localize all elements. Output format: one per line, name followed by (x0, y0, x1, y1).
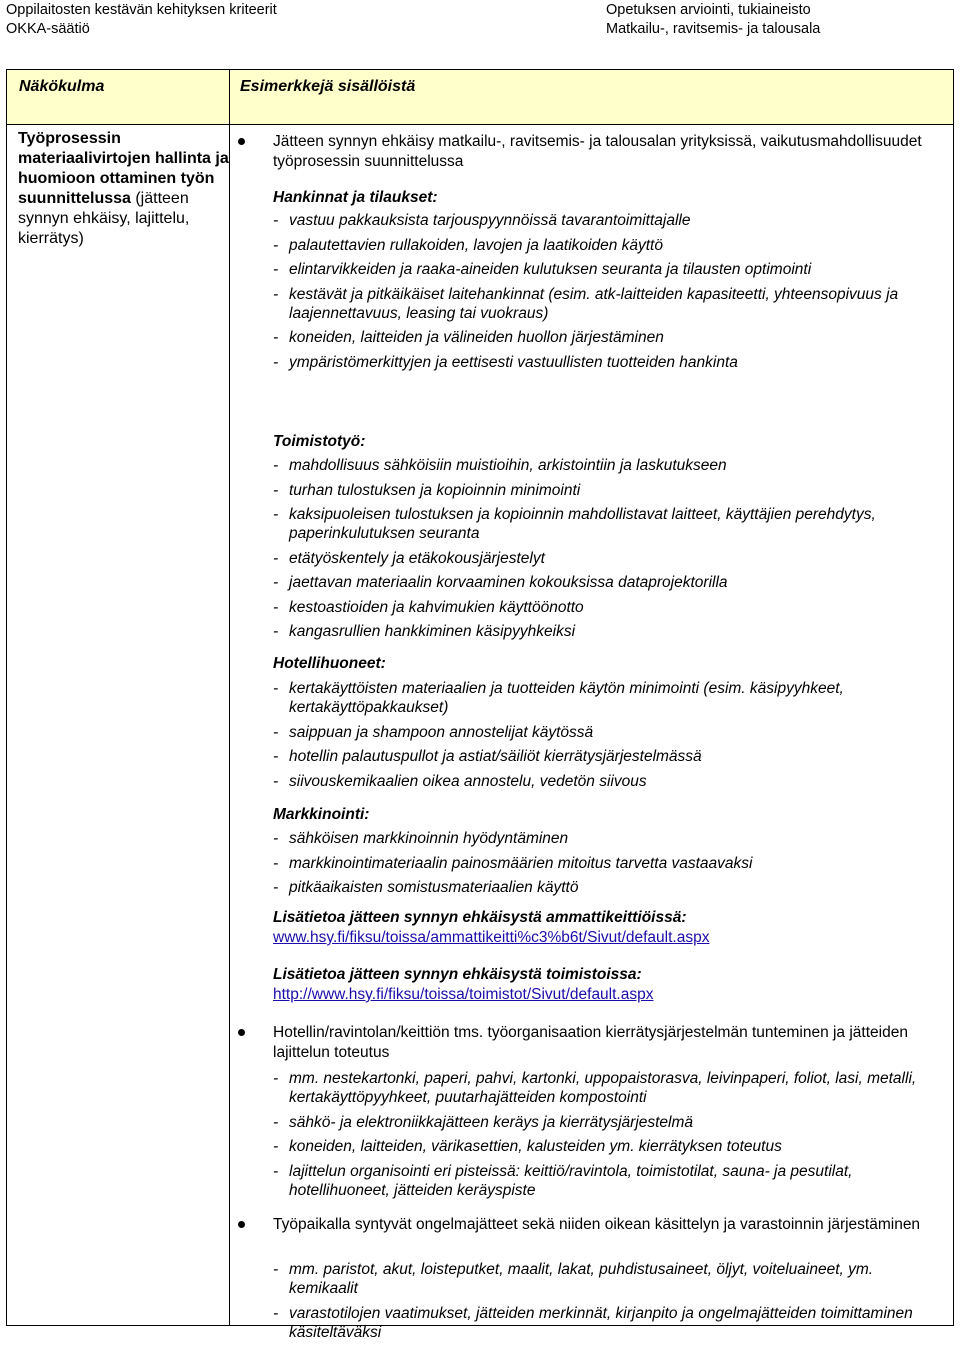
list-item: - koneiden, laitteiden ja välineiden huollon järjestäminen (273, 329, 664, 346)
list-item: - kaksipuoleisen tulostuksen ja kopioinnin mahdollistavat laitteet, käyttäjien perehdytys, paperinkulutuksen seuranta (273, 506, 876, 542)
section-title: Toimistotyö: (273, 433, 366, 450)
list-item: - elintarvikkeiden ja raaka-aineiden kulutuksen seuranta ja tilausten optimointi (273, 261, 812, 278)
section-title: Markkinointi: (273, 806, 370, 823)
list-item: - koneiden, laitteiden, värikasettien, kalusteiden ym. kierrätyksen toteutus (273, 1138, 782, 1155)
section-title: Hotellihuoneet: (273, 655, 386, 672)
section-procurement (273, 188, 935, 208)
page-header-left (6, 1, 277, 39)
column-header-examples: Esimerkkejä sisällöistä (230, 70, 954, 125)
list-item: - kertakäyttöisten materiaalien ja tuotteiden käytön minimointi (esim. käsipyyhkeet, kertakäyttöpakkaukset) (273, 680, 844, 716)
list-item: - lajittelun organisointi eri pisteissä: keittiö/ravintola, toimistotilat, sauna- ja pesutilat, hotellihuoneet, jätteiden keräyspiste (273, 1162, 853, 1199)
page-header-right (606, 1, 820, 39)
perspective-title: Työprosessin materiaalivirtojen hallinta ja huomioon ottaminen työn suunnittelussa (18, 130, 229, 207)
perspective-cell (7, 125, 230, 1326)
more-info-title: Lisätietoa jätteen synnyn ehkäisystä toimistoissa: (273, 966, 642, 983)
list-item: - mm. paristot, akut, loisteputket, maalit, lakat, puhdistusaineet, öljyt, voiteluaineet, ym. kemikaalit (273, 1261, 874, 1297)
more-info-offices (273, 965, 935, 1005)
more-info-link-kitchens[interactable]: www.hsy.fi/fiksu/toissa/ammattikeitti%c3%b6t/Sivut/default.aspx (273, 929, 710, 946)
more-info-title: Lisätietoa jätteen synnyn ehkäisystä ammattikeittiöissä: (273, 909, 687, 926)
recycling-list (273, 1069, 935, 1205)
list-item: - varastotilojen vaatimukset, jätteiden merkinnät, kirjanpito ja ongelmajätteiden toimittaminen käsiteltäväksi (273, 1304, 913, 1341)
criteria-table (6, 69, 954, 1341)
marketing-list (273, 829, 935, 903)
list-item: - pitkäaikaisten somistusmateriaalien käyttö (273, 879, 579, 896)
list-item: - mahdollisuus sähköisiin muistioihin, arkistointiin ja laskutukseen (273, 457, 727, 474)
list-item: - turhan tulostuksen ja kopioinnin minimointi (273, 481, 581, 499)
bullet-item-hazardous-waste (273, 1215, 935, 1235)
section-hotel-rooms (273, 654, 935, 674)
examples-cell (230, 125, 954, 1341)
bullet-item-waste-prevention (273, 132, 935, 172)
bullet-text: Hotellin/ravintolan/keittiön tms. työorganisaation kierrätysjärjestelmän tunteminen ja jätteiden lajittelun toteutus (273, 1024, 908, 1061)
bullet-item-recycling-system (273, 1023, 935, 1063)
procurement-list (273, 211, 935, 377)
header-organization: OKKA-säätiö (6, 21, 90, 37)
office-work-list (273, 456, 935, 647)
list-item: - ympäristömerkittyjen ja eettisesti vastuullisten tuotteiden hankinta (273, 353, 738, 371)
bullet-text: Jätteen synnyn ehkäisy matkailu-, ravitsemis- ja talousalan yrityksissä, vaikutusmahdollisuudet työprosessin suunnittelussa (273, 133, 922, 170)
list-item: - hotellin palautuspullot ja astiat/säiliöt kierrätysjärjestelmässä (273, 748, 702, 765)
header-field: Matkailu-, ravitsemis- ja talousala (606, 21, 821, 37)
bullet-text: Työpaikalla syntyvät ongelmajätteet sekä niiden oikean käsittelyn ja varastoinnin järjestäminen (273, 1216, 921, 1233)
list-item: - kestoastioiden ja kahvimukien käyttöönotto (273, 598, 584, 616)
list-item: - markkinointimateriaalin painosmäärien mitoitus tarvetta vastaavaksi (273, 854, 753, 872)
table-row (7, 125, 954, 1326)
hotel-rooms-list (273, 679, 935, 796)
list-item: - etätyöskentely ja etäkokousjärjestelyt (273, 549, 545, 567)
more-info-link-offices[interactable]: http://www.hsy.fi/fiksu/toissa/toimistot/Sivut/default.aspx (273, 986, 654, 1003)
bullet-icon (238, 1029, 245, 1036)
section-marketing (273, 805, 935, 825)
list-item: - siivouskemikaalien oikea annostelu, vedetön siivous (273, 772, 647, 790)
more-info-kitchens (273, 908, 935, 948)
header-title: Oppilaitosten kestävän kehityksen kriteerit (6, 2, 277, 18)
section-title: Hankinnat ja tilaukset: (273, 189, 438, 206)
list-item: - jaettavan materiaalin korvaaminen kokouksissa dataprojektorilla (273, 574, 728, 591)
list-item: - sähkö- ja elektroniikkajätteen keräys ja kierrätysjärjestelmä (273, 1113, 694, 1131)
list-item: - palautettavien rullakoiden, lavojen ja laatikoiden käyttö (273, 236, 663, 254)
perspective-note: (jätteen synnyn ehkäisy, lajittelu, kierrätys) (18, 190, 190, 247)
hazardous-waste-list (273, 1260, 935, 1347)
bullet-icon (238, 1221, 245, 1228)
list-item: - kestävät ja pitkäikäiset laitehankinnat (esim. atk-laitteiden kapasiteetti, yhteensopivuus ja laajennettavuus, leasing tai vuokraus) (273, 285, 899, 322)
column-header-perspective: Näkökulma (7, 70, 230, 125)
list-item: - sähköisen markkinoinnin hyödyntäminen (273, 830, 569, 847)
bullet-icon (238, 138, 245, 145)
table-header-row (7, 70, 954, 125)
section-office-work (273, 432, 935, 452)
list-item: - saippuan ja shampoon annostelijat käytössä (273, 723, 594, 741)
list-item: - mm. nestekartonki, paperi, pahvi, kartonki, uppopaistorasva, leivinpaperi, foliot, lasi, metalli, kertakäyttöpyyhkeet, puutarhajätteiden kompostointi (273, 1070, 917, 1106)
header-document-type: Opetuksen arviointi, tukiaineisto (606, 2, 811, 18)
list-item: - vastuu pakkauksista tarjouspyynnöissä tavarantoimittajalle (273, 212, 691, 229)
list-item: - kangasrullien hankkiminen käsipyyhkeiksi (273, 623, 576, 640)
